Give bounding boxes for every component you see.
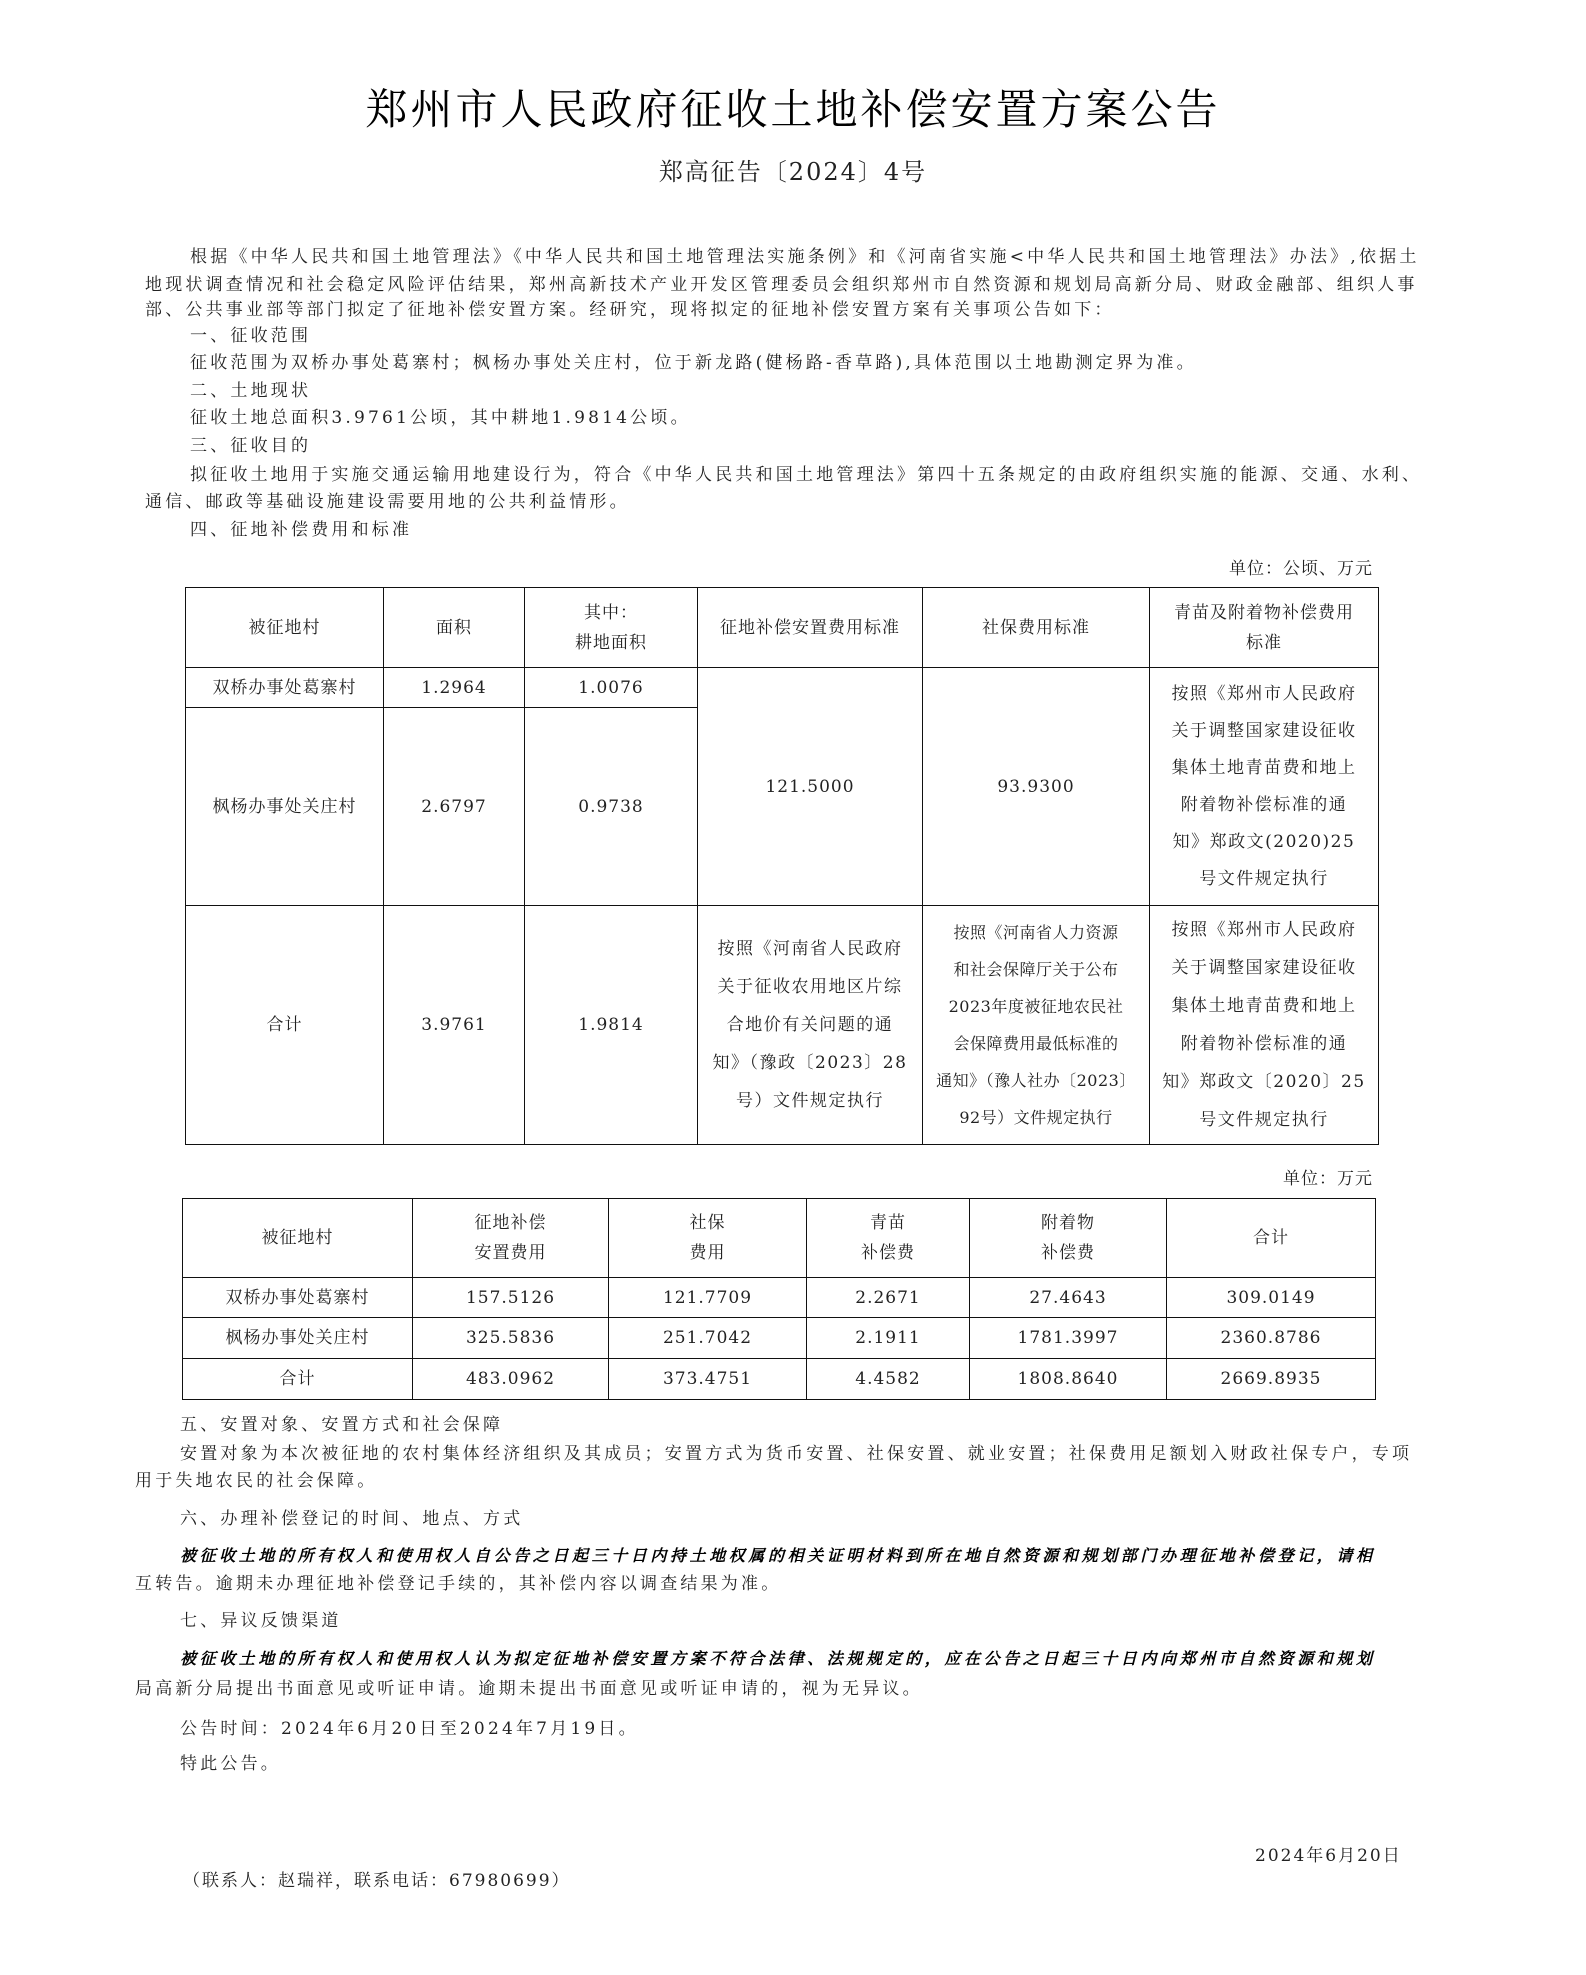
section-text: 局高新分局提出书面意见或听证申请。逾期未提出书面意见或听证申请的，视为无异议。 <box>135 1679 923 1699</box>
cell-total: 2360.8786 <box>1167 1318 1376 1359</box>
section-text: 征收土地总面积3.9761公顷，其中耕地1.9814公顷。 <box>190 408 691 428</box>
table1-unit: 单位：公顷、万元 <box>1229 559 1373 579</box>
header-crop-std: 青苗及附着物补偿费用 标准 <box>1150 588 1379 668</box>
header-compensation-std: 征地补偿安置费用标准 <box>698 588 923 668</box>
table2-unit: 单位：万元 <box>1283 1169 1373 1189</box>
table-row <box>183 1318 1376 1359</box>
cell-crop-std: 按照《郑州市人民政府 关于调整国家建设征收 集体土地青苗费和地上 附着物补偿标准的通 知》郑政文(2020)25 号文件规定执行 <box>1150 668 1379 906</box>
cell-village: 枫杨办事处关庄村 <box>183 1318 413 1359</box>
standards-table <box>185 587 1379 1145</box>
cell-compensation: 325.5836 <box>413 1318 609 1359</box>
cell-area: 2.6797 <box>384 708 525 906</box>
cell-total-label: 合计 <box>186 906 384 1145</box>
cell-social: 373.4751 <box>609 1359 807 1400</box>
cell-total: 2669.8935 <box>1167 1359 1376 1400</box>
cell-attachment: 1781.3997 <box>970 1318 1167 1359</box>
cell-compensation-std: 121.5000 <box>698 668 923 906</box>
cell-village: 枫杨办事处关庄村 <box>186 708 384 906</box>
cell-total-area: 3.9761 <box>384 906 525 1145</box>
header-village: 被征地村 <box>186 588 384 668</box>
cell-compensation: 483.0962 <box>413 1359 609 1400</box>
cell-attachment: 1808.8640 <box>970 1359 1167 1400</box>
table-header-row <box>183 1199 1376 1278</box>
cell-social: 251.7042 <box>609 1318 807 1359</box>
section-text: 征收范围为双桥办事处葛寨村；枫杨办事处关庄村，位于新龙路(健杨路-香草路),具体范围以土地勘测定界为准。 <box>190 353 1197 373</box>
issue-date: 2024年6月20日 <box>1255 1846 1402 1866</box>
notice-period: 公告时间：2024年6月20日至2024年7月19日。 <box>180 1719 639 1739</box>
header-attachment: 附着物 补偿费 <box>970 1199 1167 1278</box>
section-heading: 一、征收范围 <box>190 326 312 346</box>
intro-line: 根据《中华人民共和国土地管理法》《中华人民共和国土地管理法实施条例》和《河南省实施<中华人民共和国土地管理法》办法》,依据土 <box>190 247 1420 267</box>
header-crop: 青苗 补偿费 <box>807 1199 970 1278</box>
section-text: 互转告。逾期未办理征地补偿登记手续的，其补偿内容以调查结果为准。 <box>135 1574 782 1594</box>
section-heading: 三、征收目的 <box>190 436 312 456</box>
closing-sections <box>135 1411 1415 1778</box>
cell-farmland: 1.0076 <box>525 668 698 708</box>
section-text: 用于失地农民的社会保障。 <box>135 1471 378 1491</box>
table-total-row <box>186 906 1379 1145</box>
cell-social: 121.7709 <box>609 1278 807 1318</box>
section-heading: 五、安置对象、安置方式和社会保障 <box>180 1415 504 1435</box>
contact-info: （联系人：赵瑞祥，联系电话：67980699） <box>183 1871 571 1891</box>
cell-farmland: 0.9738 <box>525 708 698 906</box>
section-text: 被征收土地的所有权人和使用权人认为拟定征地补偿安置方案不符合法律、法规规定的，应在公告之日起三十日内向郑州市自然资源和规划 <box>180 1649 1376 1668</box>
cell-village: 合计 <box>183 1359 413 1400</box>
table-row <box>183 1278 1376 1318</box>
header-area: 面积 <box>384 588 525 668</box>
header-farmland: 其中： 耕地面积 <box>525 588 698 668</box>
header-social-std: 社保费用标准 <box>923 588 1150 668</box>
cell-total: 309.0149 <box>1167 1278 1376 1318</box>
cell-crop-basis: 按照《郑州市人民政府 关于调整国家建设征收 集体土地青苗费和地上 附着物补偿标准的通 知》郑政文〔2020〕25 号文件规定执行 <box>1150 906 1379 1145</box>
section-text: 拟征收土地用于实施交通运输用地建设行为，符合《中华人民共和国土地管理法》第四十五条规定的由政府组织实施的能源、交通、水利、 <box>190 465 1423 485</box>
header-village: 被征地村 <box>183 1199 413 1278</box>
section-heading: 七、异议反馈渠道 <box>180 1611 342 1631</box>
cell-compensation: 157.5126 <box>413 1278 609 1318</box>
cell-social-std: 93.9300 <box>923 668 1150 906</box>
cell-crop: 4.4582 <box>807 1359 970 1400</box>
cell-compensation-basis: 按照《河南省人民政府 关于征收农用地区片综 合地价有关问题的通 知》（豫政〔2023〕28 号）文件规定执行 <box>698 906 923 1145</box>
table-total-row <box>183 1359 1376 1400</box>
cell-area: 1.2964 <box>384 668 525 708</box>
closing-text: 特此公告。 <box>180 1754 281 1774</box>
cell-total-farmland: 1.9814 <box>525 906 698 1145</box>
table-header-row <box>186 588 1379 668</box>
section-heading: 六、办理补偿登记的时间、地点、方式 <box>180 1509 524 1529</box>
table-row <box>186 668 1379 708</box>
page-title: 郑州市人民政府征收土地补偿安置方案公告 <box>365 85 1221 134</box>
header-compensation: 征地补偿 安置费用 <box>413 1199 609 1278</box>
intro-line: 部、公共事业部等部门拟定了征地补偿安置方案。经研究，现将拟定的征地补偿安置方案有关事项公告如下： <box>145 300 1115 320</box>
section-text: 安置对象为本次被征地的农村集体经济组织及其成员；安置方式为货币安置、社保安置、就业安置；社保费用足额划入财政社保专户，专项 <box>180 1444 1413 1464</box>
header-social: 社保 费用 <box>609 1199 807 1278</box>
intro-line: 地现状调查情况和社会稳定风险评估结果，郑州高新技术产业开发区管理委员会组织郑州市自然资源和规划局高新分局、财政金融部、组织人事 <box>145 275 1418 295</box>
header-total: 合计 <box>1167 1199 1376 1278</box>
amounts-table <box>182 1198 1376 1400</box>
cell-village: 双桥办事处葛寨村 <box>186 668 384 708</box>
document-number: 郑高征告〔2024〕4号 <box>658 158 928 186</box>
cell-crop: 2.2671 <box>807 1278 970 1318</box>
section-text: 通信、邮政等基础设施建设需要用地的公共利益情形。 <box>145 492 630 512</box>
section-text: 被征收土地的所有权人和使用权人自公告之日起三十日内持土地权属的相关证明材料到所在地自然资源和规划部门办理征地补偿登记，请相 <box>180 1546 1376 1565</box>
section-heading: 四、征地补偿费用和标准 <box>190 520 413 540</box>
cell-crop: 2.1911 <box>807 1318 970 1359</box>
section-heading: 二、土地现状 <box>190 381 312 401</box>
cell-village: 双桥办事处葛寨村 <box>183 1278 413 1318</box>
cell-attachment: 27.4643 <box>970 1278 1167 1318</box>
intro-paragraph <box>145 243 1423 544</box>
cell-social-basis: 按照《河南省人力资源 和社会保障厅关于公布 2023年度被征地农民社 会保障费用最低标准的 通知》（豫人社办〔2023〕 92号）文件规定执行 <box>923 906 1150 1145</box>
